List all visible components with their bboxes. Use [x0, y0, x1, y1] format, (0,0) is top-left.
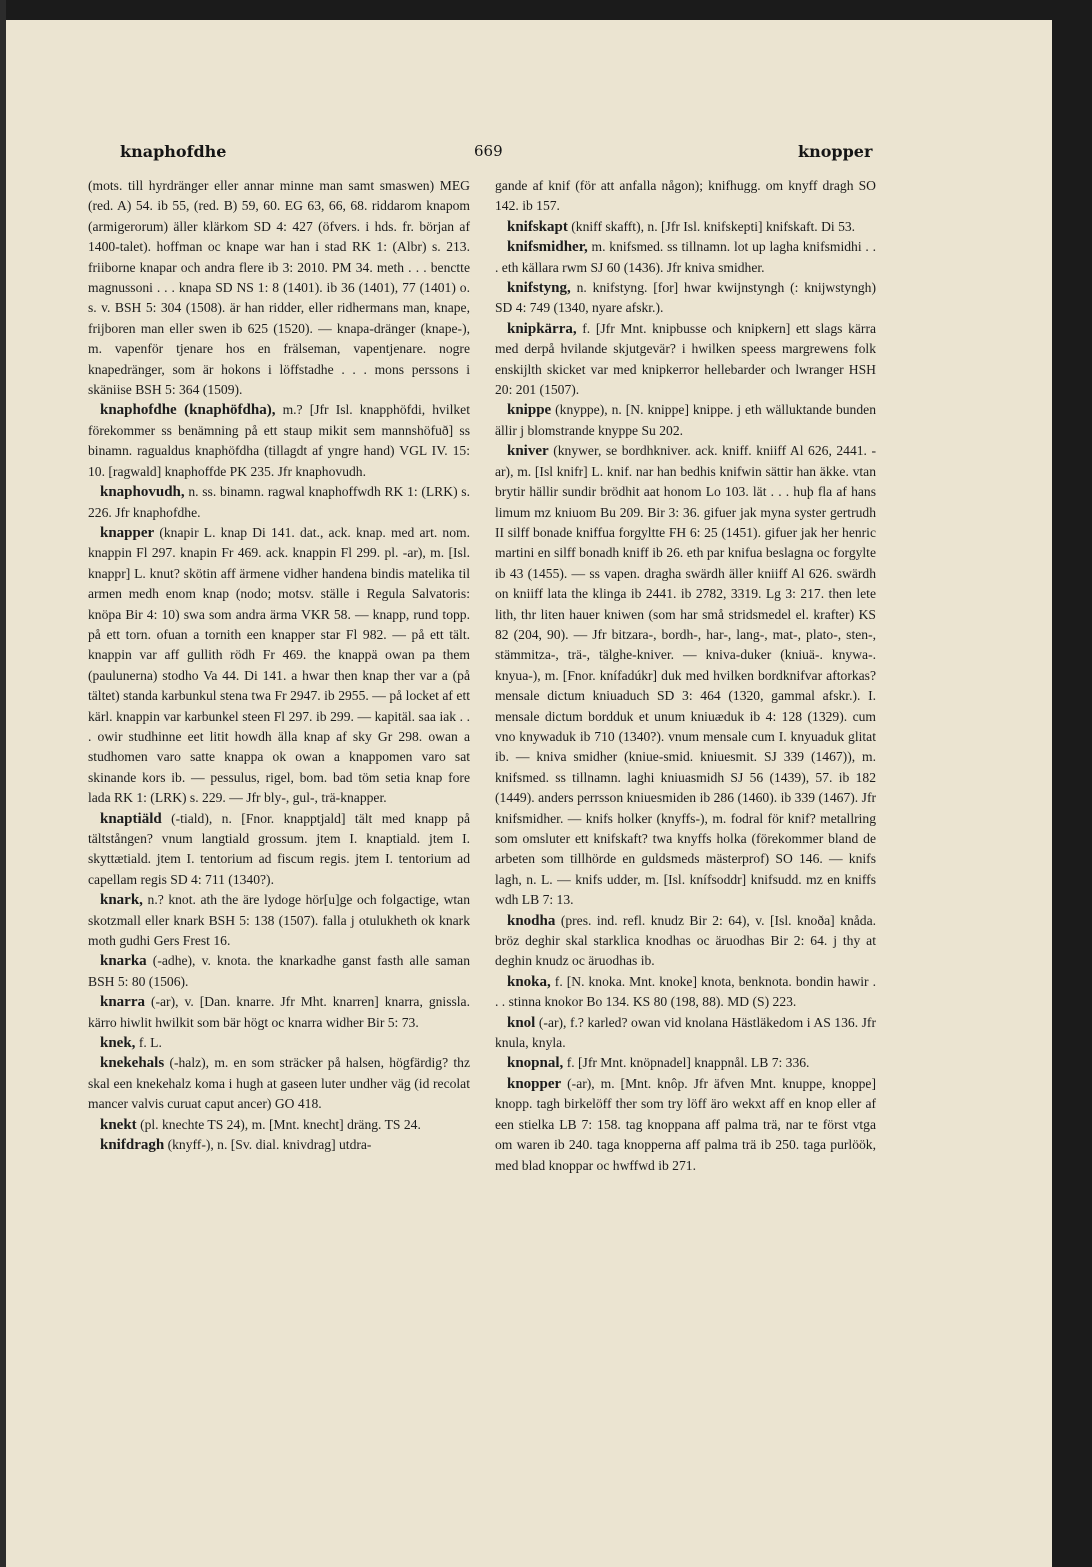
dictionary-entry — [88, 400, 470, 482]
dictionary-entry — [88, 1033, 470, 1053]
dictionary-entry — [88, 992, 470, 1033]
headword: knekt — [100, 1116, 137, 1133]
headword: knoka, — [507, 973, 551, 990]
headword: knifsmidher, — [507, 239, 588, 256]
page-number: 669 — [474, 142, 503, 160]
dictionary-entry — [88, 523, 470, 809]
headword: knipkärra, — [507, 320, 577, 337]
entry-text: n. knifstyng. [for] hwar kwijnstyngh (: knijwstyngh) SD 4: 749 (1340, nyare afskr.). — [495, 280, 876, 316]
headword: knol — [507, 1014, 536, 1031]
headword: knarka — [100, 953, 147, 970]
headword: knek, — [100, 1035, 136, 1052]
entry-text: m. knifsmed. ss tillnamn. lot up lagha knifsmidhi . . . eth källara rwm SJ 60 (1436). Jfr kniva smidher. — [495, 239, 876, 275]
headword: knodha — [507, 912, 556, 929]
entry-text: (-ar), m. [Mnt. knôp. Jfr äfven Mnt. knuppe, knoppe] knopp. tagh birkelöff ther som try löff äro wekxt aff en knop eller af een stielka LB 7: 158. tag knoppana aff palma trä, nar te först vtga om waren ib 240. taga knopperna aff palma trä ib 250. taga purlöök, med blad knoppar oc hwffwd ib 271. — [495, 1075, 876, 1173]
entry-text: gande af knif (för att anfalla någon); knifhugg. om knyff dragh SO 142. ib 157. — [495, 178, 876, 214]
headword: knarra — [100, 994, 145, 1011]
dictionary-entry — [495, 1074, 876, 1176]
left-column — [88, 176, 470, 1156]
dictionary-entry — [88, 1115, 470, 1135]
headword: knopper — [507, 1075, 562, 1092]
headword: knopnal, — [507, 1055, 564, 1072]
entry-text: m.? [Jfr Isl. knapphöfdi, hvilket förekommer ss benämning på ett staup mikit sem mannshöfuð] ss binamn. ragualdus knaphöfdha (tillagdt af yngre hand) VGL IV. 15: 10. [ragwald] knaphoffde PK 235. Jfr knaphovudh. — [88, 402, 470, 479]
right-column — [495, 176, 876, 1176]
entry-text: (pl. knechte TS 24), m. [Mnt. knecht] dräng. TS 24. — [136, 1116, 421, 1132]
headword: knifstyng, — [507, 280, 571, 297]
entry-text: (knywer, se bordhkniver. ack. kniff. kniiff Al 626, 2441. -ar), m. [Isl knifr] L. knif. nar han bedhis knifwin sättir han äkke. vtan brytir hällir sundir brödhit aat honom Lo 103. lät . . . huþ fla af hans limum mz kniuom Bu 209. Bir 3: 36. gifuer jak myna syster gertrudh II silff bonade kniffua forgyltte FH 6: 25 (1451). gifuer jak her henric martini en silff bonadh kniff ib 26. eth par knifua beslagna oc forgylte ib 43 (1455). — ss vapen. dragha swärdh äller kniiff Al 626. swärdh on kniiff lata the klinga ib 2441. ib 2782, 3319. Lg 3: 217. then lete lith, thr liten hauer kniwen (som har små stridsmedel el. krafter) KS 82 (204, 90). — Jfr bitzara-, bordh-, har-, lang-, mat-, plato-, sten-, stämmitza-, trä-, tälghe-kniver. — kniva-duker (kniuä-. knywa-. knyua-), m. [Fnor. knífadúkr] duk med hvilken bordknifvar aftorkas? mensale dictum kniuaduch SD 3: 464 (1320, gammal afskr.). I. mensale dictum bordduk et unum kniuæduk ib 4: 128 (1329). cum vno knywaduk ib 710 (1340?). vnum mensale cum I. knyuaduk glitat ib. — kniva smidher (kniue-smid. kniuesmit. SJ 339 (1467)), m. knifsmed. ss tillnamn. laghi kniuasmidh SJ 56 (1439), 57. ib 182 (1449). anders perrsson kniuesmiden ib 286 (1460). ib 339 (1467). Jfr knifsmidher. — knifs holker (knyffs-), m. fodral för knif? metallring som omsluter ett knifskaft? twa knyffs holka (förekommer bland de arbeten som tillhörde en guldsmeds mästerprof) SO 146. — knifs lagh, n. L. — knifs udder, m. [Isl. knífsoddr] knifsudd. mz en kniffs wdh LB 7: 13. — [495, 443, 876, 908]
entry-text: f. [Jfr Mnt. knöpnadel] knappnål. LB 7: 336. — [563, 1055, 810, 1071]
dictionary-entry — [495, 319, 876, 401]
entry-text: (kniff skafft), n. [Jfr Isl. knifskepti] knifskaft. Di 53. — [567, 218, 856, 234]
dictionary-entry — [495, 1013, 876, 1054]
entry-continuation — [495, 176, 876, 217]
dictionary-entry — [88, 951, 470, 992]
entry-text: (pres. ind. refl. knudz Bir 2: 64), v. [Isl. knoða] knåda. bröz deghir skal starklica knodhas oc äruodhas Bir 2: 64. j thy at deghin knudz oc äruodhas ib. — [495, 912, 876, 969]
dictionary-entry — [495, 911, 876, 972]
headword: kniver — [507, 443, 549, 460]
entry-text: (knyff-), n. [Sv. dial. knivdrag] utdra- — [164, 1137, 372, 1153]
headword: knapper — [100, 524, 155, 541]
headword: knaphofdhe (knaphöfdha), — [100, 402, 276, 419]
dictionary-entry — [495, 278, 876, 319]
headword: knark, — [100, 892, 143, 909]
running-head-left: knaphofdhe — [120, 142, 227, 161]
entry-text: (-ar), v. [Dan. knarre. Jfr Mht. knarren] knarra, gnissla. kärro hiwlit hwilkit som bär högt oc knarra widher Bir 5: 73. — [88, 994, 470, 1030]
running-head-right: knopper — [798, 142, 873, 161]
entry-text: (-tiald), n. [Fnor. knapptjald] tält med knapp på tältstången? vnum langtiald grossum. jtem I. knaptiald. jtem I. skyttætiald. jtem I. tentorium ad fiscum regis. jtem I. tentorium ad capellam regis SD 4: 711 (1340?). — [88, 810, 470, 887]
entry-text: (-ar), f.? karled? owan vid knolana Hästläkedom i AS 136. Jfr knula, knyla. — [495, 1014, 876, 1051]
entry-continuation — [88, 176, 470, 400]
entry-text: n. ss. binamn. ragwal knaphoffwdh RK 1: (LRK) s. 226. Jfr knaphofdhe. — [88, 484, 470, 520]
dictionary-entry — [495, 400, 876, 441]
headword: knaphovudh, — [100, 484, 185, 501]
dictionary-entry — [495, 237, 876, 278]
entry-text: f. [Jfr Mnt. knipbusse och knipkern] ett slags kärra med derpå hvilande skjutgevär? i hwilken speess margrewens folk enskijlth skicket var med knipkerror hellebarder och lwranger HSH 20: 201 (1507). — [495, 320, 876, 398]
entry-text: f. L. — [135, 1035, 162, 1051]
headword: knifskapt — [507, 218, 568, 235]
dictionary-entry — [495, 441, 876, 910]
entry-text: (-halz), m. en som sträcker på halsen, högfärdig? thz skal een knekehalz koma i hugh at gaseen luter undher väg (id recolat mancer valvis curuat caput ancer) GO 418. — [88, 1055, 470, 1112]
dictionary-entry — [88, 1135, 470, 1155]
entry-text: f. [N. knoka. Mnt. knoke] knota, benknota. bondin hawir . . . stinna knokor Bo 134. KS 80 (198, 88). MD (S) 223. — [495, 973, 876, 1010]
headword: knippe — [507, 402, 552, 419]
entry-text: (-adhe), v. knota. the knarkadhe ganst fasth alle saman BSH 5: 80 (1506). — [88, 953, 470, 989]
dictionary-entry — [495, 217, 876, 237]
entry-text: (mots. till hyrdränger eller annar minne man samt smaswen) MEG (red. A) 54. ib 55, (red. B) 59, 60. EG 63, 66, 68. riddarom knapom (armigerorum) äller klärkom SD 4: 427 (öfvers. i hds. fr. början af 1400-talet). hoffman oc knape war han i stad RK 1: (Albr) s. 213. friiborne knapar och andra flere ib 3: 2010. PM 34. meth . . . benctte magnussoni . . . knapa SD NS 1: 8 (1401). ib 36 (1401), 77 (1401) o. s. v. BSH 5: 304 (1508). är han ridder, eller ridhermans man, knape, frijboren man eller swen ib 625 (1520). — knapa-dränger (knape-), m. vapenför tjenare hos en frälseman, vapentjenare. nogre knapedränger, som är hokons i löffstadhe . . . mons perssons i skäniise BSH 5: 364 (1509). — [88, 178, 470, 398]
headword: knifdragh — [100, 1137, 165, 1154]
headword: knekehals — [100, 1055, 165, 1072]
dictionary-entry — [88, 482, 470, 523]
dictionary-entry — [88, 890, 470, 951]
dictionary-entry — [495, 972, 876, 1013]
dictionary-entry — [88, 1053, 470, 1114]
entry-text: (knapir L. knap Di 141. dat., ack. knap. med art. nom. knappin Fl 297. knapin Fr 469. ack. knappin Fl 299. pl. -ar), m. [Isl. knappr] L. knut? skötin aff ärmene vidher handena bindis matelika til armen medh enom knap (nodo; motsv. ställe i Regula Salvatoris: knöpa Bir 4: 10) swa som andra ärma VKR 58. — knapp, rund topp. på ett torn. ofuan a tornith een knapper star Fl 982. — på ett tält. knappin var aff gullith rödh Fr 469. the knappä owan pa them (paulunerna) stodho Va 44. Di 141. a hwar then knap ther var a (på tältet) standa karbunkul stena twa Fr 2947. ib 2955. — på locket af ett kärl. knappin var karbunkel steen Fl 297. ib 299. — kapitäl. saa iak . . . owir studhinne eet litit howdh älla knap af sky Gr 298. owan a studhomen varo satte knappa ok owan a knappomen varo sat skinande kors ib. — pessulus, rigel, bom. bad töm setia knap fore lada RK 1: (LRK) s. 229. — Jfr bly-, gul-, trä-knapper. — [88, 524, 470, 806]
entry-text: n.? knot. ath the äre lydoge hör[u]ge och folgactige, wtan skotzmall eller knark BSH 5: 138 (1507). falla j otulukheth ok knark moth gudhi Gers Frest 16. — [88, 892, 470, 949]
entry-text: (knyppe), n. [N. knippe] knippe. j eth wälluktande bunden ällir j blomstrande knyppe Su 202. — [495, 402, 876, 438]
dictionary-entry — [495, 1053, 876, 1073]
headword: knaptiäld — [100, 810, 162, 827]
dictionary-entry — [88, 809, 470, 891]
